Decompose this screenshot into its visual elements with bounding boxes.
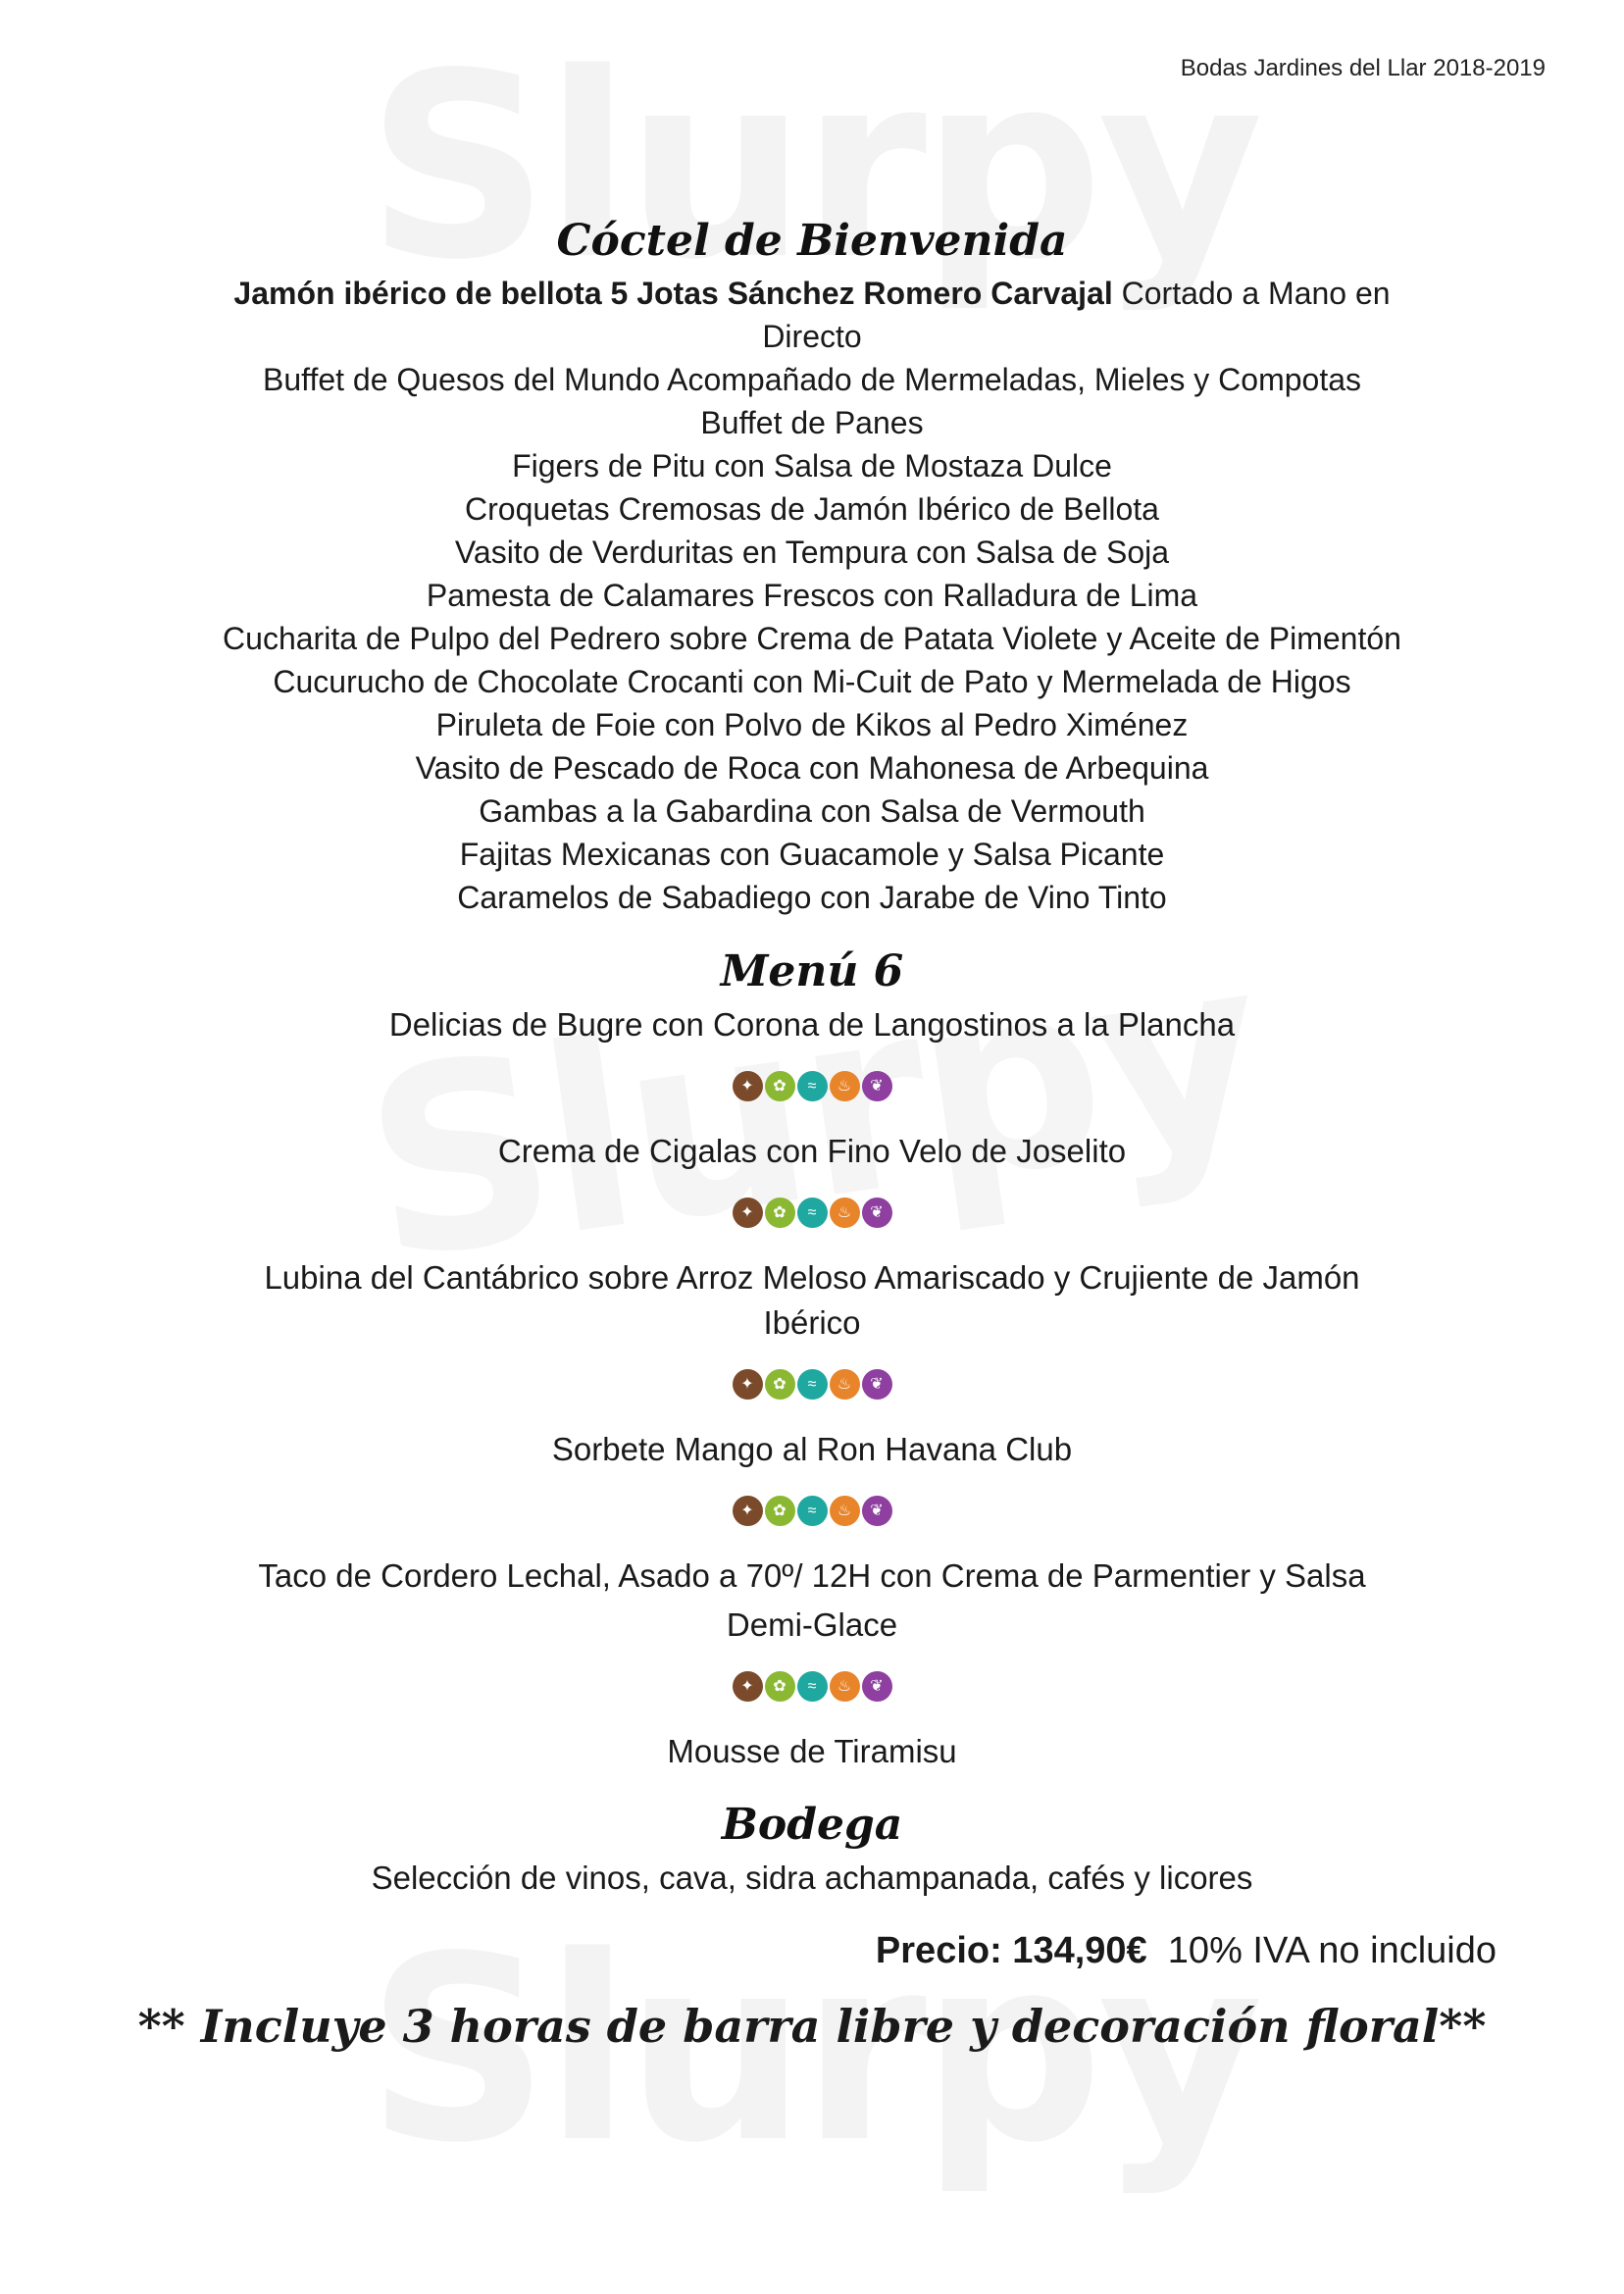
price-label: Precio: 134,90€ (875, 1930, 1147, 1971)
menu-dish-text: Sorbete Mango al Ron Havana Club (551, 1431, 1073, 1467)
menu-dish-text: Mousse de Tiramisu (667, 1733, 957, 1769)
fish-icon: ≈ (797, 1496, 828, 1526)
fire-icon: ♨ (830, 1071, 860, 1101)
fish-icon: ≈ (797, 1671, 828, 1702)
menu-dish-text: Crema de Cigalas con Fino Velo de Joselito (497, 1133, 1127, 1169)
coctel-item: Figers de Pitu con Salsa de Mostaza Dulce (512, 448, 1112, 484)
bodega-text: Selección de vinos, cava, sidra achampanada, cafés y licores (371, 1860, 1253, 1896)
coctel-item: Gambas a la Gabardina con Salsa de Vermouth (479, 793, 1145, 829)
coctel-item: Caramelos de Sabadiego con Jarabe de Vino Tinto (457, 880, 1167, 915)
coctel-item: Piruleta de Foie con Polvo de Kikos al Pedro Ximénez (435, 707, 1189, 742)
vegetable-icon: ✿ (765, 1671, 795, 1702)
coctel-item: Croquetas Cremosas de Jamón Ibérico de Bellota (465, 491, 1159, 527)
wheat-icon: ❦ (862, 1496, 892, 1526)
menu-list (118, 1002, 1506, 1774)
fire-icon: ♨ (830, 1496, 860, 1526)
menu-dish (118, 1255, 1506, 1346)
menu-dish (118, 1554, 1506, 1648)
wheat-icon: ❦ (862, 1198, 892, 1228)
coctel-list (118, 358, 1506, 919)
icon-divider (118, 1071, 1506, 1101)
meat-icon: ✦ (733, 1496, 763, 1526)
coctel-item: Buffet de Panes (700, 405, 924, 440)
footer-note: ** Incluye 3 horas de barra libre y decoración floral** (137, 2000, 1487, 2053)
fish-icon: ≈ (797, 1369, 828, 1400)
coctel-item: Cucharita de Pulpo del Pedrero sobre Crema de Patata Violete y Aceite de Pimentón (223, 621, 1401, 656)
meat-icon: ✦ (733, 1671, 763, 1702)
coctel-item: Directo (762, 319, 862, 354)
coctel-item (118, 272, 1506, 315)
icon-divider (118, 1496, 1506, 1526)
wheat-icon: ❦ (862, 1369, 892, 1400)
vegetable-icon: ✿ (765, 1369, 795, 1400)
coctel-item: Fajitas Mexicanas con Guacamole y Salsa Picante (459, 837, 1165, 872)
coctel-item: Cucurucho de Chocolate Crocanti con Mi-Cuit de Pato y Mermelada de Higos (273, 664, 1351, 699)
coctel-item: Vasito de Verduritas en Tempura con Salsa de Soja (454, 535, 1170, 570)
menu-dish-text: Demi-Glace (726, 1606, 898, 1643)
menu-dish (118, 1002, 1506, 1047)
coctel-item: Buffet de Quesos del Mundo Acompañado de Mermeladas, Mieles y Compotas (262, 362, 1362, 397)
header-note: Bodas Jardines del Llar 2018-2019 (1180, 55, 1546, 81)
coctel-item-rest: Cortado a Mano en (1112, 276, 1391, 311)
meat-icon: ✦ (733, 1369, 763, 1400)
coctel-item: Pamesta de Calamares Frescos con Ralladura de Lima (426, 578, 1198, 613)
menu-dish-text: Delicias de Bugre con Corona de Langostinos a la Plancha (388, 1006, 1236, 1043)
coctel-item-bold: Jamón ibérico de bellota 5 Jotas Sánchez Romero Carvajal (233, 276, 1113, 311)
meat-icon: ✦ (733, 1198, 763, 1228)
menu-dish (118, 1427, 1506, 1472)
icon-divider (118, 1671, 1506, 1702)
meat-icon: ✦ (733, 1071, 763, 1101)
menu-dish (118, 1129, 1506, 1174)
price-note: 10% IVA no incluido (1167, 1930, 1497, 1971)
wheat-icon: ❦ (862, 1671, 892, 1702)
menu-title: Menú 6 (720, 946, 904, 996)
coctel-title: Cóctel de Bienvenida (556, 216, 1068, 266)
menu-dish-text: Taco de Cordero Lechal, Asado a 70º/ 12H con Crema de Parmentier y Salsa (258, 1557, 1366, 1594)
vegetable-icon: ✿ (765, 1496, 795, 1526)
icon-divider (118, 1198, 1506, 1228)
menu-dish-text: Ibérico (763, 1304, 861, 1341)
menu-dish (118, 1729, 1506, 1774)
fish-icon: ≈ (797, 1198, 828, 1228)
fire-icon: ♨ (830, 1671, 860, 1702)
icon-divider (118, 1369, 1506, 1400)
fire-icon: ♨ (830, 1369, 860, 1400)
price (118, 1930, 1497, 1972)
vegetable-icon: ✿ (765, 1198, 795, 1228)
fire-icon: ♨ (830, 1198, 860, 1228)
fish-icon: ≈ (797, 1071, 828, 1101)
vegetable-icon: ✿ (765, 1071, 795, 1101)
menu-page (118, 216, 1506, 2053)
coctel-item: Vasito de Pescado de Roca con Mahonesa de Arbequina (415, 750, 1209, 786)
wheat-icon: ❦ (862, 1071, 892, 1101)
bodega-title: Bodega (721, 1800, 903, 1850)
menu-dish-text: Lubina del Cantábrico sobre Arroz Meloso Amariscado y Crujiente de Jamón (264, 1259, 1360, 1296)
